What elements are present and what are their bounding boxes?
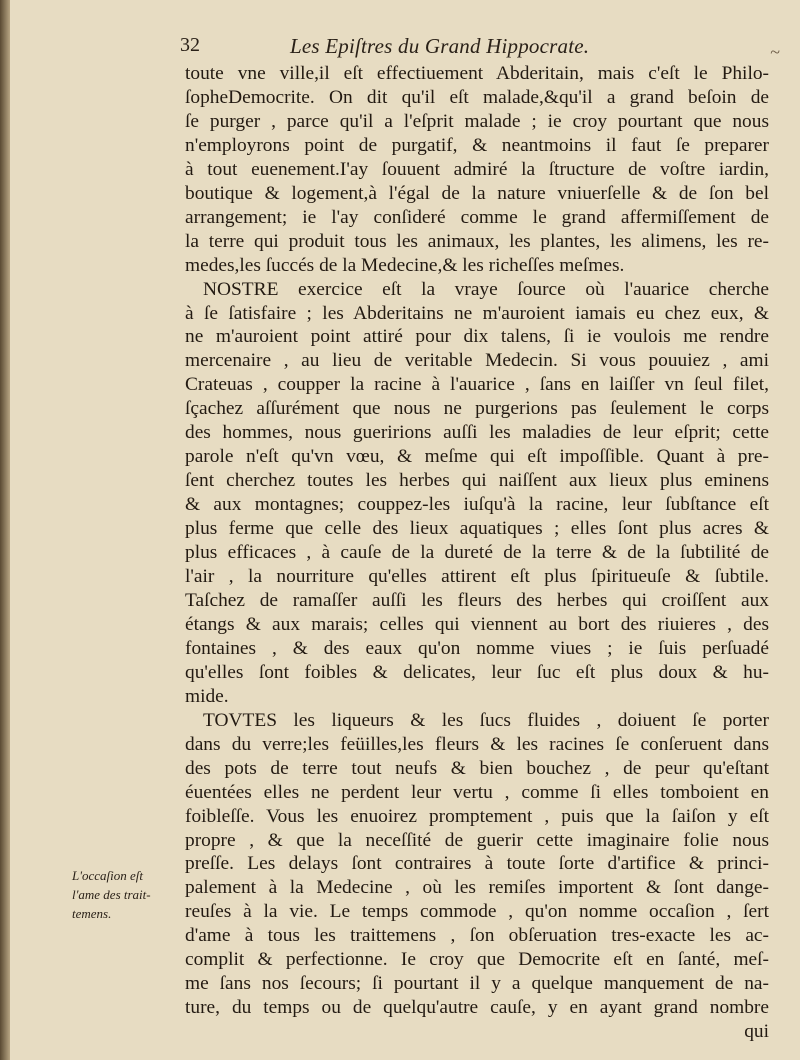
text-line: me ſans nos ſecours; ſi pourtant il y a quelque manquement de na- <box>185 973 769 995</box>
text-line: à ſe ſatisfaire ; les Abderitains ne m'auroient iamais eu chez eux, & <box>185 302 769 324</box>
text-line: boutique & logement,à l'égal de la nature vniuerſelle & de ſon bel <box>185 182 769 204</box>
text-line: toute vne ville,il eſt effectiuement Abderitain, mais c'eſt le Philo- <box>185 63 769 84</box>
text-line: à tout euenement.I'ay ſouuent admiré la ſtructure de voſtre iardin, <box>185 158 769 180</box>
text-line: étangs & aux marais; celles qui viennent au bort des riuieres , des <box>185 613 769 635</box>
text-line: ſopheDemocrite. On dit qu'il eſt malade,&qu'il a grand beſoin de <box>185 86 769 108</box>
text-line: ſent cherchez toutes les herbes qui naiſſent aux lieux plus eminens <box>185 470 769 492</box>
text-line: complit & perfectionne. Ie croy que Democrite eſt en ſanté, meſ- <box>185 949 769 971</box>
binding-gutter <box>0 0 10 1060</box>
text-line: éuentées elles ne perdent leur vertu , comme ſi elles tomboient en <box>185 781 769 803</box>
text-line: palement à la Medecine , où les remiſes importent & ſont dange- <box>185 877 769 899</box>
text-line: plus ferme que celle des lieux aquatiques ; elles ſont plus acres & <box>185 518 769 540</box>
text-line: mercenaire , au lieu de veritable Medecin. Si vous pouuiez , ami <box>185 350 769 372</box>
text-line: plus efficaces , à cauſe de la dureté de la terre & de la ſubtilité de <box>185 542 769 564</box>
margin-note-line: L'occaſion eſt <box>72 868 144 883</box>
margin-note-line: temens. <box>72 906 112 921</box>
text-line: ture, du temps ou de quelqu'autre cauſe, y en ayant grand nombre <box>185 997 769 1019</box>
text-line: & aux montagnes; couppez-les iuſqu'à la racine, leur ſubſtance eſt <box>185 494 769 516</box>
text-line: foibleſſe. Vous les enuoirez promptement , puis que la ſaiſon y eſt <box>185 805 769 827</box>
page-number: 32 <box>180 34 200 56</box>
page-header <box>180 34 780 64</box>
text-line: des hommes, nous gueririons auſſi les maladies de leur eſprit; cette <box>185 422 769 444</box>
text-line: n'employrons point de purgatif, & neantmoins il faut ſe preparer <box>185 134 769 156</box>
text-line: reuſes à la vie. Le temps commode , qu'on nomme occaſion , ſert <box>185 901 769 923</box>
text-line: medes,les ſuccés de la Medecine,& les richeſſes meſmes. <box>185 254 625 276</box>
text-line: des pots de terre tout neufs & bien bouchez , de peur qu'eſtant <box>185 757 769 779</box>
text-line: Taſchez de ramaſſer auſſi les fleurs des herbes qui croiſſent aux <box>185 589 769 611</box>
text-line: Crateuas , coupper la racine à l'auarice , ſans en laiſſer vn ſeul filet, <box>185 374 769 396</box>
text-line: l'air , la nourriture qu'elles attirent eſt plus ſpiritueuſe & ſubtile. <box>185 566 769 588</box>
text-line: propre , & que la neceſſité de guerir cette imaginaire folie nous <box>185 829 769 851</box>
margin-note <box>72 866 187 923</box>
body-text <box>185 62 769 1044</box>
header-mark: ~ <box>770 42 780 62</box>
text-line: parole n'eſt qu'vn vœu, & meſme qui eſt impoſſible. Quant à pre- <box>185 446 769 468</box>
text-line: ſçachez aſſurément que nous ne purgerions pas ſeulement le corps <box>185 398 769 420</box>
running-title: Les Epiſtres du Grand Hippocrate. <box>290 34 590 58</box>
text-line: dans du verre;les feüilles,les fleurs & les racines ſe conſeruent dans <box>185 733 769 755</box>
paragraph-start-line: TOVTES les liqueurs & les ſucs fluides , doiuent ſe porter <box>203 709 769 731</box>
text-line: qu'elles ſont foibles & delicates, leur ſuc eſt plus doux & hu- <box>185 661 769 683</box>
paragraph-start-line: NOSTRE exercice eſt la vraye ſource où l'auarice cherche <box>203 278 769 300</box>
margin-note-line: l'ame des trait- <box>72 887 151 902</box>
text-line: ſe purger , parce qu'il a l'eſprit malade ; ie croy pourtant que nous <box>185 110 769 132</box>
text-line: fontaines , & des eaux qu'on nomme viues ; ie ſuis perſuadé <box>185 637 769 659</box>
text-line: arrangement; ie l'ay conſideré comme le grand affermiſſement de <box>185 206 769 228</box>
text-line: ne m'auroient point attiré pour dix talens, ſi ie voulois me rendre <box>185 326 769 348</box>
text-line: mide. <box>185 685 229 707</box>
text-line: la terre qui produit tous les animaux, les plantes, les alimens, les re- <box>185 230 769 252</box>
text-line: d'ame à tous les traittemens , ſon obſeruation tres-exacte les ac- <box>185 925 769 947</box>
text-line: preſſe. Les delays ſont contraires à toute ſorte d'artifice & princi- <box>185 853 769 875</box>
catchword: qui <box>744 1021 769 1043</box>
